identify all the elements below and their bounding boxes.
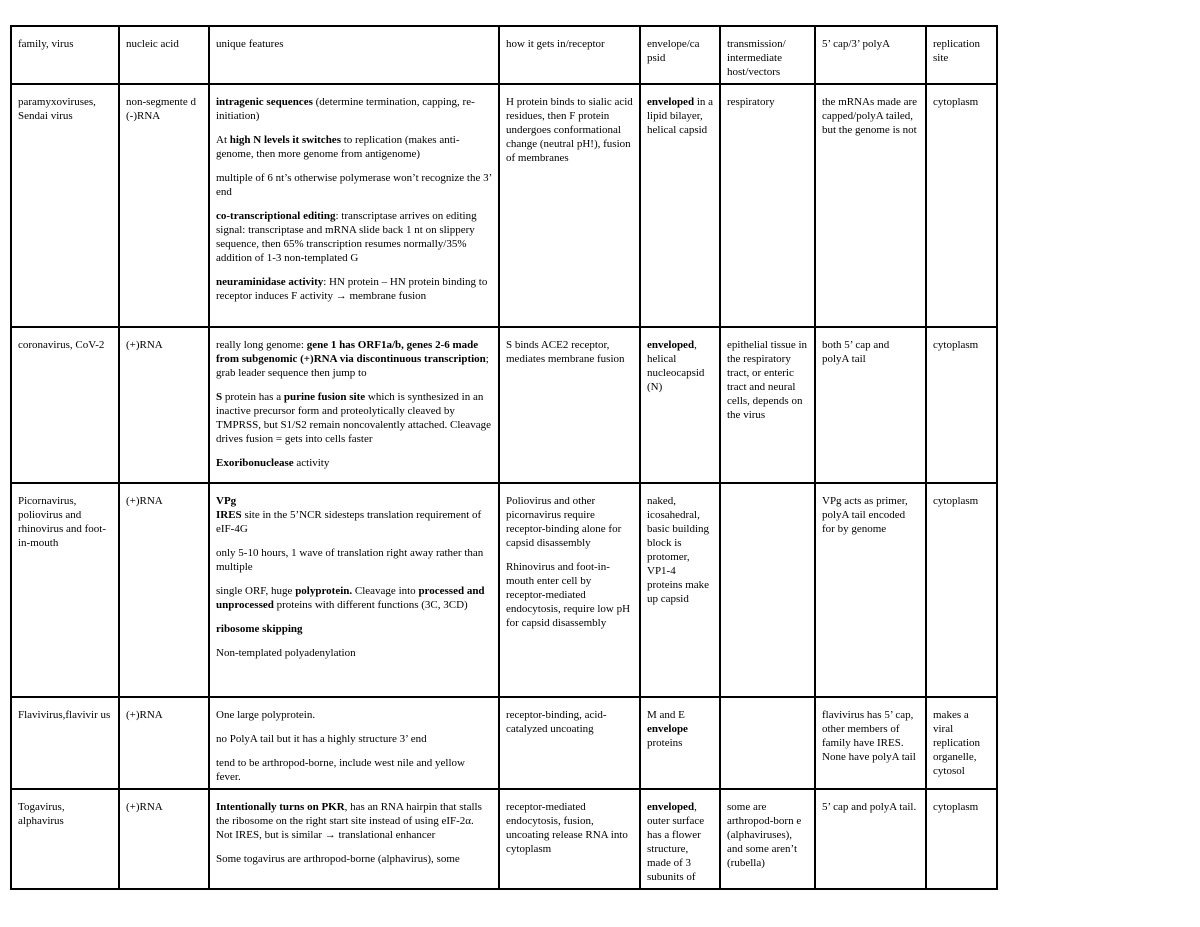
envelope-bold: enveloped (647, 801, 695, 813)
table-row (11, 483, 997, 697)
feature-bold: polyprotein. (295, 585, 353, 597)
cell-entry-receptor: receptor-binding, acid-catalyzed uncoating (499, 697, 640, 789)
table-row (11, 697, 997, 789)
feature-bold: Intentionally turns on PKR (216, 801, 345, 813)
cell-cap-polya: flavivirus has 5’ cap, other members of family have IRES. None have polyA tail (815, 697, 926, 789)
feature-paragraph (216, 338, 492, 380)
cell-transmission (720, 697, 815, 789)
feature-bold: intragenic sequences (216, 96, 313, 108)
feature-text: , has an RNA hairpin that stalls the ribosome on the right start site instead of using eIF-2α. Not IRES, but is similar → translational enhancer (216, 801, 482, 841)
header-cap-polya: 5’ cap/3’ polyA (815, 26, 926, 84)
cell-unique-features (209, 84, 499, 327)
feature-paragraph: tend to be arthropod-borne, include west nile and yellow fever. (216, 757, 465, 783)
cell-transmission: epithelial tissue in the respiratory tract, or enteric tract and neural cells, depends on the virus (720, 327, 815, 483)
feature-bold: processed and unprocessed (216, 585, 485, 611)
header-transmission: transmission/ intermediate host/vectors (720, 26, 815, 84)
feature-bold: IRES (216, 509, 242, 521)
feature-paragraph (216, 800, 492, 842)
cell-replication-site: cytoplasm (926, 483, 997, 697)
envelope-text: proteins (647, 737, 683, 749)
feature-bold: co-transcriptional editing (216, 210, 336, 222)
cell-entry-receptor (499, 483, 640, 697)
feature-paragraph: One large polyprotein. (216, 709, 316, 721)
table-row (11, 789, 997, 889)
feature-paragraph (216, 584, 492, 612)
feature-paragraph (216, 209, 492, 265)
cell-family: Flavivirus,flavivir us (11, 697, 119, 789)
envelope-bold: enveloped (647, 96, 695, 108)
cell-family: coronavirus, CoV-2 (11, 327, 119, 483)
cell-nucleic-acid: (+)RNA (119, 483, 209, 697)
cell-envelope-capsid: naked, icosahedral, basic building block is protomer, VP1-4 proteins make up capsid (640, 483, 720, 697)
header-envelope-capsid: envelope/ca psid (640, 26, 720, 84)
virus-comparison-table (10, 25, 998, 890)
feature-paragraph (216, 390, 492, 446)
feature-paragraph: no PolyA tail but it has a highly structure 3’ end (216, 733, 427, 745)
feature-paragraph (216, 456, 492, 470)
cell-cap-polya: VPg acts as primer, polyA tail encoded for by genome (815, 483, 926, 697)
header-unique-features: unique features (209, 26, 499, 84)
feature-paragraph: Non-templated polyadenylation (216, 647, 356, 659)
envelope-bold: envelope (647, 723, 688, 735)
feature-paragraph (216, 133, 492, 161)
envelope-bold: enveloped (647, 339, 695, 351)
feature-text: Cleavage into (352, 585, 419, 597)
feature-bold: S (216, 391, 223, 403)
feature-text: (determine termination, capping, re-initiation) (216, 96, 475, 122)
cell-nucleic-acid: (+)RNA (119, 327, 209, 483)
cell-replication-site: cytoplasm (926, 327, 997, 483)
cell-nucleic-acid: non-segmente d (-)RNA (119, 84, 209, 327)
cell-entry-receptor: receptor-mediated endocytosis, fusion, uncoating release RNA into cytoplasm (499, 789, 640, 889)
cell-replication-site: cytoplasm (926, 789, 997, 889)
envelope-text: , helical nucleocapsid (N) (647, 339, 705, 393)
feature-paragraph (216, 494, 492, 536)
envelope-text: M and E (647, 709, 685, 721)
cell-nucleic-acid: (+)RNA (119, 697, 209, 789)
cell-family: Picornavirus, poliovirus and rhinovirus and foot-in-mouth (11, 483, 119, 697)
envelope-text: , outer surface has a flower structure, made of 3 subunits of (647, 801, 705, 883)
cell-envelope-capsid (640, 327, 720, 483)
feature-text: single ORF, huge (216, 585, 296, 597)
cell-replication-site: cytoplasm (926, 84, 997, 327)
feature-paragraph: multiple of 6 nt’s otherwise polymerase won’t recognize the 3’ end (216, 172, 492, 198)
cell-envelope-capsid (640, 84, 720, 327)
cell-replication-site: makes a viral replication organelle, cytosol (926, 697, 997, 789)
feature-text: site in the 5’NCR sidesteps translation requirement of eIF-4G (216, 509, 482, 535)
feature-text: : HN protein – HN protein binding to receptor induces F activity → membrane fusion (216, 276, 488, 302)
feature-bold: Exoribonuclease (216, 457, 294, 469)
table-row (11, 327, 997, 483)
feature-paragraph (216, 95, 492, 123)
cell-entry-receptor: H protein binds to sialic acid residues, then F protein undergoes conformational change (neutral pH!), fusion of membranes (499, 84, 640, 327)
feature-text: proteins with different functions (3C, 3CD) (273, 599, 468, 611)
cell-unique-features (209, 327, 499, 483)
feature-bold: purine fusion site (283, 391, 366, 403)
cell-transmission: some are arthropod-born e (alphaviruses), and some aren’t (rubella) (720, 789, 815, 889)
feature-text: At (216, 134, 230, 146)
header-row (11, 26, 997, 84)
header-nucleic-acid: nucleic acid (119, 26, 209, 84)
feature-text: : transcriptase arrives on editing signal: transcriptase and mRNA slide back 1 nt on slippery sequence, then 65% transcription resumes normally/35% addition of 1-3 non-templated G (216, 210, 477, 264)
feature-bold: high N levels it switches (229, 134, 341, 146)
cell-entry-receptor: S binds ACE2 receptor, mediates membrane fusion (499, 327, 640, 483)
cell-unique-features (209, 697, 499, 789)
cell-unique-features (209, 789, 499, 889)
cell-nucleic-acid: (+)RNA (119, 789, 209, 889)
envelope-text: in a lipid bilayer, helical capsid (647, 96, 714, 136)
feature-paragraph: Some togavirus are arthropod-borne (alphavirus), some (216, 853, 460, 865)
feature-text: really long genome: (216, 339, 307, 351)
feature-paragraph: only 5-10 hours, 1 wave of translation right away rather than multiple (216, 547, 484, 573)
feature-bold: ribosome skipping (216, 623, 303, 635)
cell-cap-polya: the mRNAs made are capped/polyA tailed, but the genome is not (815, 84, 926, 327)
feature-text: ; grab leader sequence then jump to (216, 353, 489, 379)
cell-transmission (720, 483, 815, 697)
feature-text: which is synthesized in an inactive precursor form and proteolytically cleaved by TMPRSS, but S1/S2 remain noncovalently attached. Cleavage drives fusion = gets into cells faster (216, 391, 491, 445)
cell-cap-polya: 5’ cap and polyA tail. (815, 789, 926, 889)
cell-envelope-capsid (640, 789, 720, 889)
entry-paragraph: Poliovirus and other picornavirus require receptor-binding alone for capsid disassembly (506, 495, 622, 549)
cell-family: Togavirus, alphavirus (11, 789, 119, 889)
feature-bold: neuraminidase activity (216, 276, 324, 288)
cell-family: paramyxoviruses, Sendai virus (11, 84, 119, 327)
cell-cap-polya: both 5’ cap and polyA tail (815, 327, 926, 483)
feature-bold: VPg (216, 495, 237, 507)
feature-paragraph (216, 275, 492, 303)
entry-paragraph: Rhinovirus and foot-in-mouth enter cell by receptor-mediated endocytosis, require low pH for capsid disassembly (506, 561, 631, 629)
feature-bold: gene 1 has ORF1a/b, genes 2-6 made from subgenomic (+)RNA via discontinuous transcription (216, 339, 486, 365)
cell-envelope-capsid (640, 697, 720, 789)
cell-unique-features (209, 483, 499, 697)
header-entry-receptor: how it gets in/receptor (499, 26, 640, 84)
header-family: family, virus (11, 26, 119, 84)
cell-transmission: respiratory (720, 84, 815, 327)
header-replication-site: replication site (926, 26, 997, 84)
feature-text: protein has a (222, 391, 284, 403)
table-row (11, 84, 997, 327)
feature-text: to replication (makes anti-genome, then more genome from antigenome) (216, 134, 460, 160)
feature-paragraph (216, 622, 492, 636)
feature-text: activity (293, 457, 330, 469)
